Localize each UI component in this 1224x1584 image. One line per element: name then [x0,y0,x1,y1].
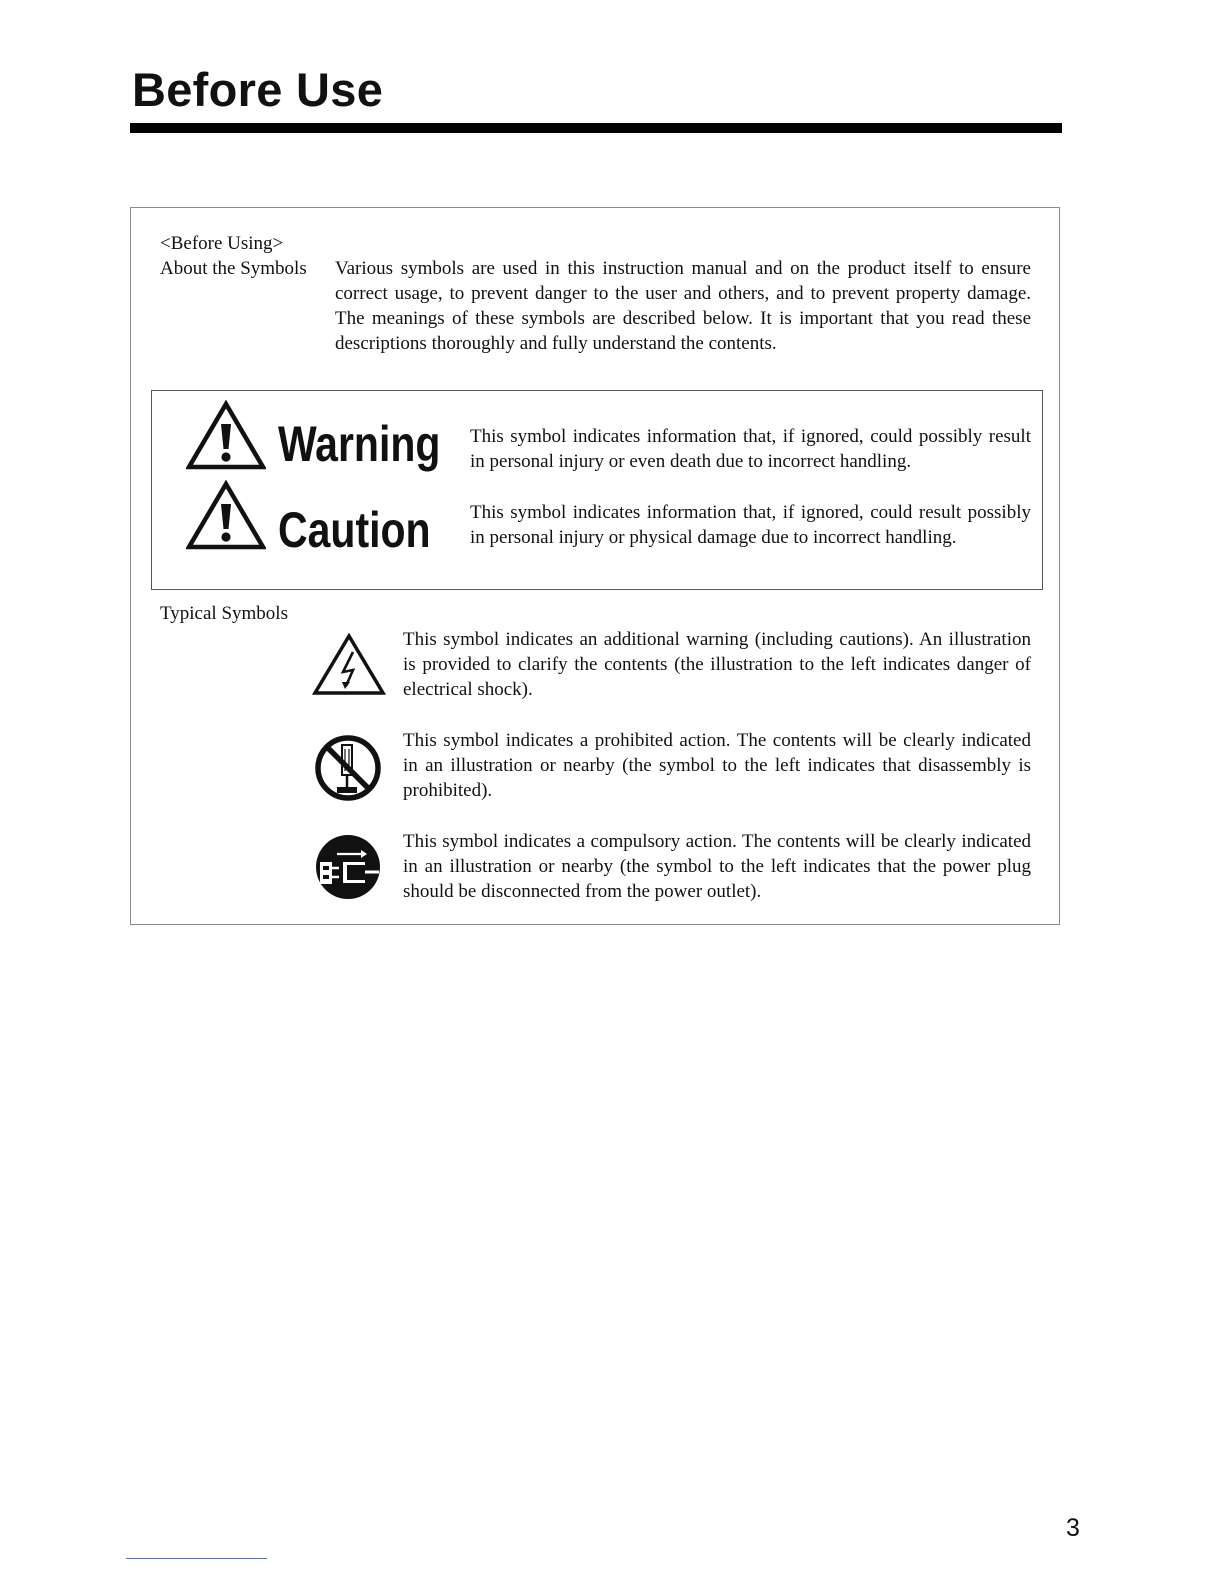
electric-shock-triangle-icon [312,632,386,696]
caution-word: Caution [278,502,431,558]
page-number: 3 [1066,1514,1080,1542]
about-symbols-label: About the Symbols [160,258,307,279]
warning-triangle-icon [186,400,266,470]
unplug-power-icon [313,832,383,902]
page-title: Before Use [132,63,384,116]
no-disassembly-icon [313,733,383,803]
no-disassembly-text: This symbol indicates a prohibited action. The contents will be clearly indicated in an illustration or nearby (the symbol to the left indicates that disassembly is prohibited). [403,730,1031,801]
caution-description: This symbol indicates information that, if ignored, could result possibly in personal injury or physical damage due to incorrect handling. [470,502,1031,548]
before-using-heading: <Before Using> [160,233,284,254]
unplug-power-text: This symbol indicates a compulsory action. The contents will be clearly indicated in an illustration or nearby (the symbol to the left indicates that the power plug should be disconnected from the power outlet). [403,831,1031,902]
about-symbols-text: Various symbols are used in this instruction manual and on the product itself to ensure correct usage, to prevent danger to the user and others, and to prevent property damage. The meanings of these symbols are described below. It is important that you read these descriptions thoroughly and fully understand the contents. [335,258,1031,354]
title-rule [130,123,1062,133]
warning-description: This symbol indicates information that, if ignored, could possibly result in personal injury or even death due to incorrect handling. [470,426,1031,472]
caution-triangle-icon [186,480,266,550]
typical-symbols-label: Typical Symbols [160,603,288,624]
footnote-rule [126,1558,267,1559]
warning-word: Warning [278,416,441,472]
electric-shock-text: This symbol indicates an additional warning (including cautions). An illustration is provided to clarify the contents (the illustration to the left indicates danger of electrical shock). [403,629,1031,700]
